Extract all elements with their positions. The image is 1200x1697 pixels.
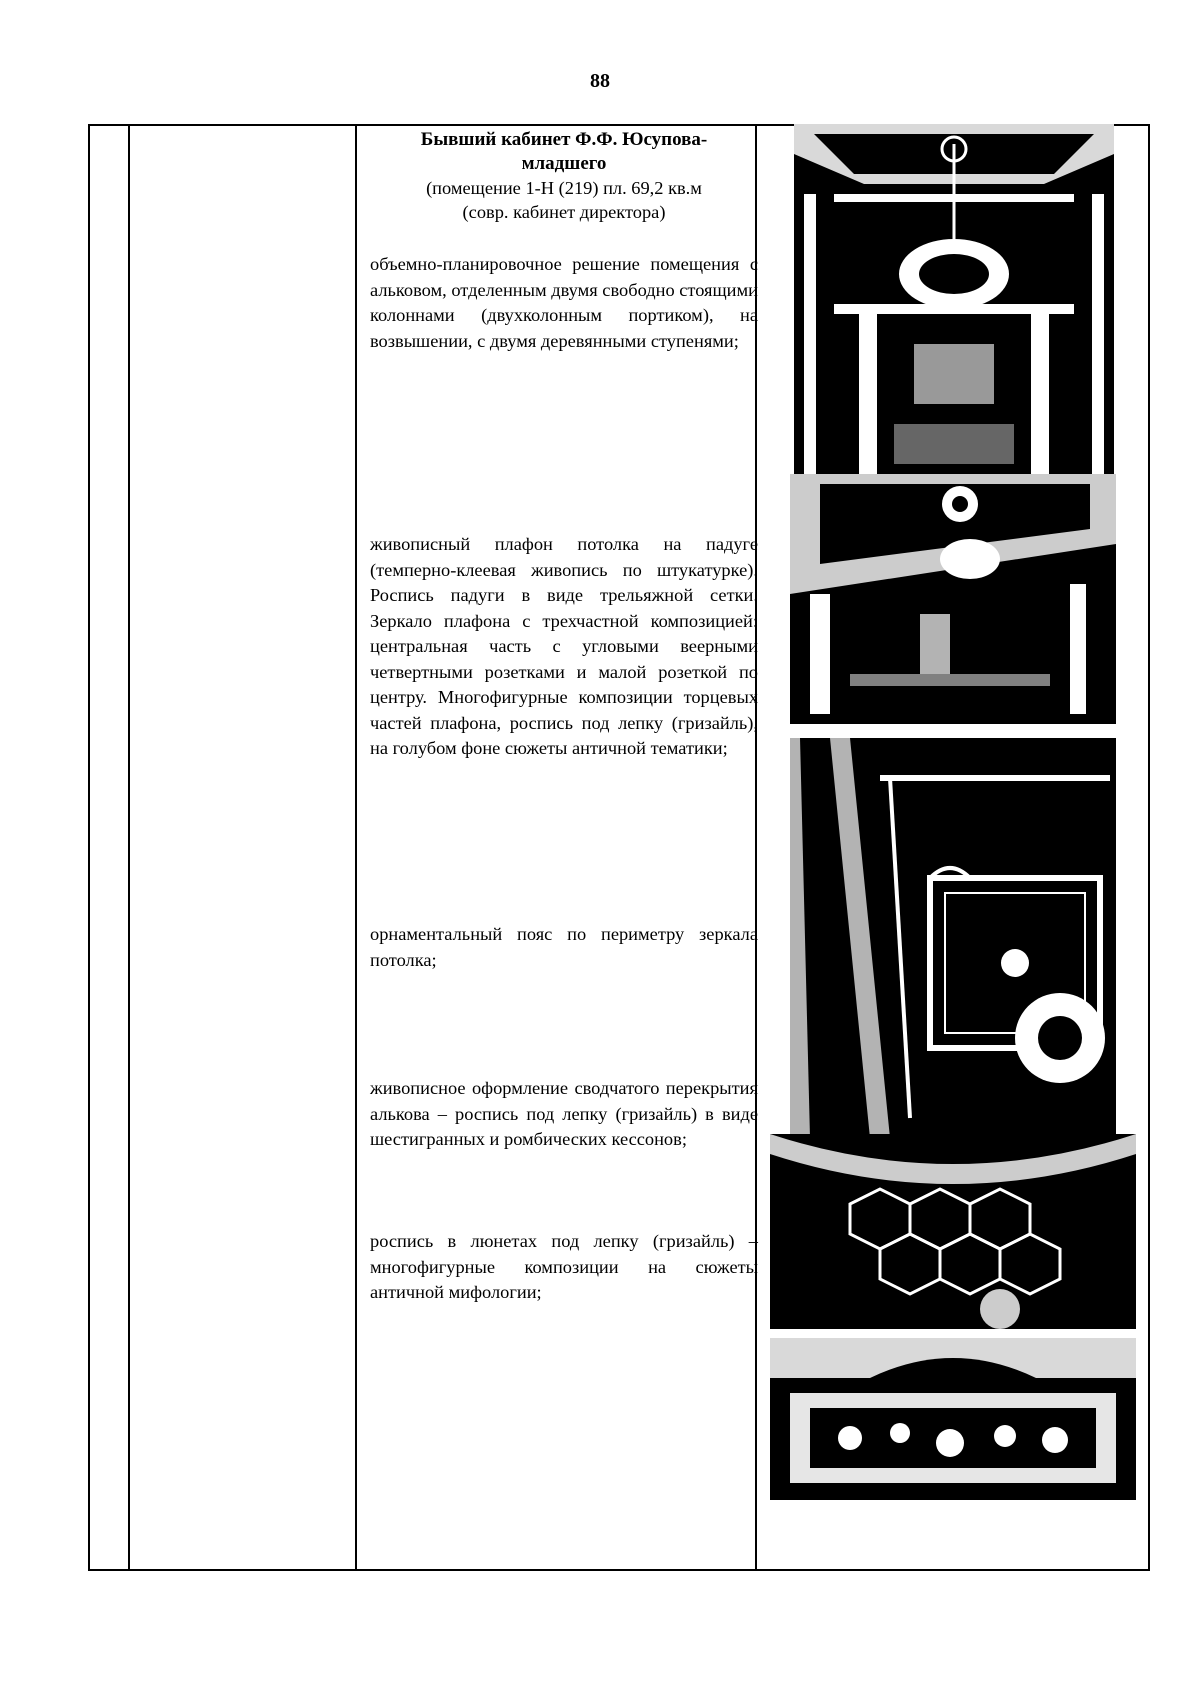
ceiling-photo-icon bbox=[790, 474, 1116, 724]
column-divider bbox=[128, 126, 130, 1569]
feature-item: объемно-планировочное решение помещения с альковом, отделенным двумя свободно стоящими колоннами (двухколонным портиком), на возвышении, с двумя деревянными ступенями; bbox=[370, 254, 758, 351]
room-note: (совр. кабинет директора) bbox=[462, 202, 666, 222]
column-divider bbox=[355, 126, 357, 1569]
room-title-line2: младшего bbox=[521, 153, 607, 174]
feature-item: роспись в люнетах под лепку (гризайль) – многофигурные композиции на сюжеты античной мифологии; bbox=[370, 1231, 758, 1302]
coffered-vault-photo-icon bbox=[770, 1134, 1136, 1329]
room-title bbox=[370, 128, 758, 176]
room-area: (помещение 1-Н (219) пл. 69,2 кв.м bbox=[426, 178, 702, 198]
interior-photo-icon bbox=[794, 124, 1114, 500]
room-title-line1: Бывший кабинет Ф.Ф. Юсупова- bbox=[420, 129, 708, 150]
room-header bbox=[370, 128, 758, 224]
feature-item: живописное оформление сводчатого перекрытия алькова – роспись под лепку (гризайль) в виде шестигранных и ромбических кессонов; bbox=[370, 1078, 758, 1149]
feature-item: живописный плафон потолка на падуге (темперно-клеевая живопись по штукатурке). Роспись падуги в виде трельяжной сетки. Зеркало плафона с трехчастной композицией: центральная часть с угловыми веерными четвертными розетками и малой розеткой по центру. Многофигурные композиции торцевых частей плафона, роспись под лепку (гризайль), на голубом фоне сюжеты античной тематики; bbox=[370, 534, 758, 758]
ceiling-ornament-photo-icon bbox=[790, 738, 1116, 1138]
lunette-photo-icon bbox=[770, 1338, 1136, 1500]
feature-item: орнаментальный пояс по периметру зеркала потолка; bbox=[370, 924, 758, 970]
page-number: 88 bbox=[590, 70, 610, 92]
heritage-table bbox=[88, 124, 1150, 1571]
description-column bbox=[370, 126, 758, 1302]
